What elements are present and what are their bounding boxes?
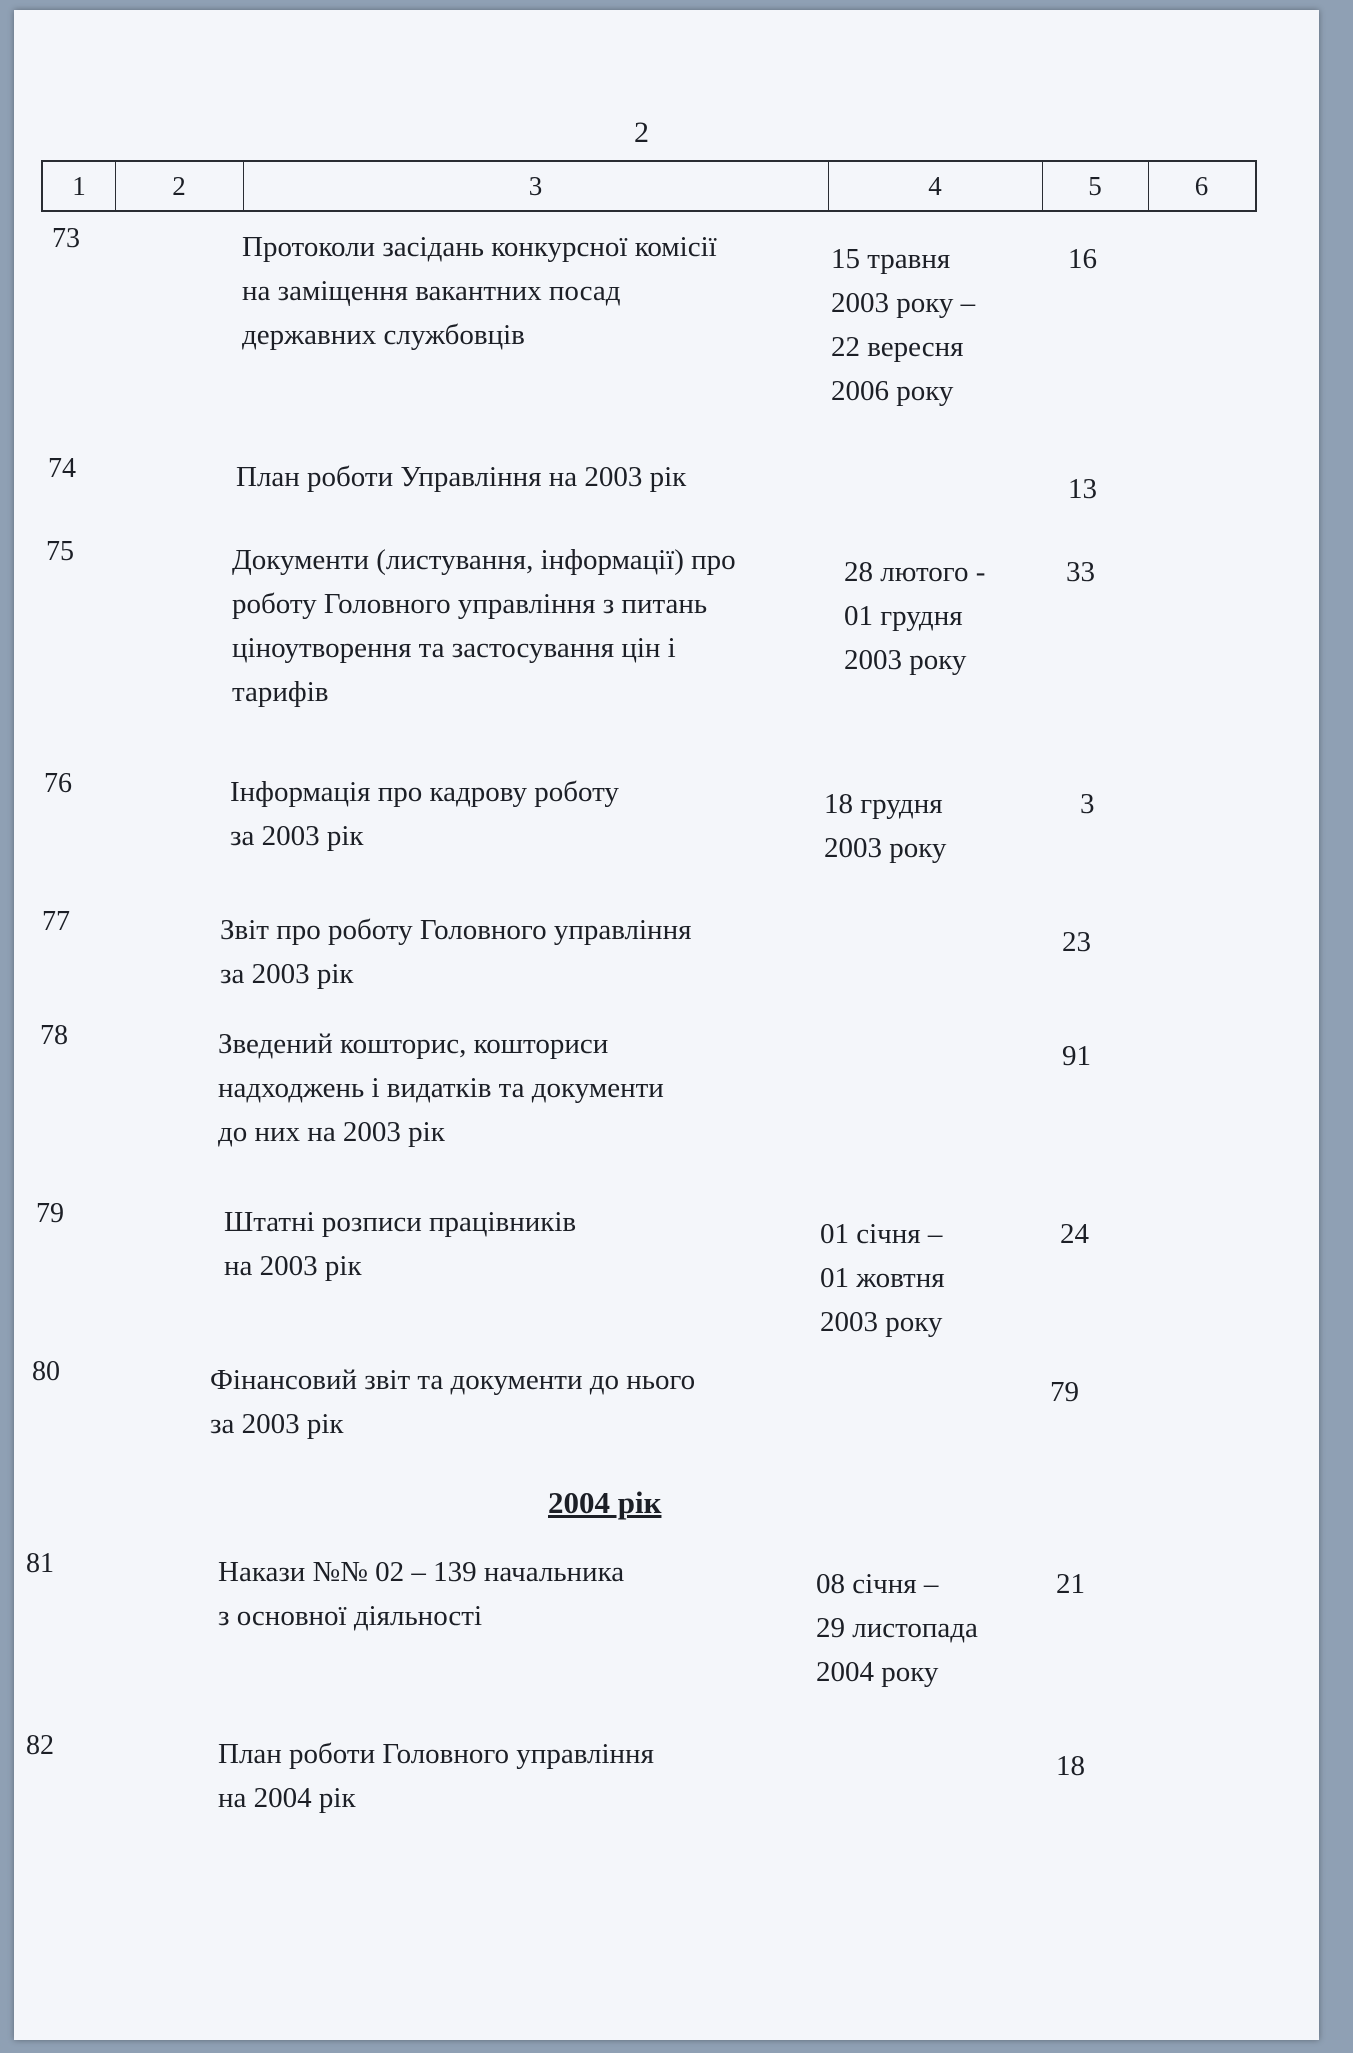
entry-date-line: 18 грудня [824, 788, 943, 820]
entry-date-line: 01 жовтня [820, 1262, 945, 1294]
entry-title-line: ціноутворення та застосування цін і [232, 632, 676, 664]
entry-sheet-count: 79 [1050, 1376, 1079, 1408]
entry-date-line: 2006 року [831, 375, 954, 407]
entry-date-line: 2003 року – [831, 287, 976, 319]
entry-number: 79 [36, 1198, 64, 1229]
entry-number: 81 [26, 1548, 54, 1579]
entry-title-line: План роботи Управління на 2003 рік [236, 461, 687, 493]
entry-number: 77 [42, 906, 70, 937]
column-header-5: 5 [1042, 162, 1149, 210]
entry-title-line: надходжень і видатків та документи [218, 1072, 664, 1104]
entry-dates [816, 1562, 1006, 1694]
column-header-4: 4 [828, 162, 1043, 210]
entry-title [236, 455, 836, 499]
entry-date-line: 01 січня – [820, 1218, 943, 1250]
entry-dates [824, 782, 1014, 870]
entry-title [230, 770, 830, 858]
entry-sheet-count: 18 [1056, 1750, 1085, 1782]
entry-title [218, 1732, 818, 1820]
entry-sheet-count: 3 [1080, 788, 1095, 820]
entry-sheet-count: 24 [1060, 1218, 1089, 1250]
entry-title-line: на заміщення вакантних посад [242, 275, 621, 307]
entry-dates [844, 550, 1034, 682]
column-header-2: 2 [115, 162, 244, 210]
entry-number: 78 [40, 1020, 68, 1051]
entry-number: 74 [48, 453, 76, 484]
entry-sheet-count: 13 [1068, 473, 1097, 505]
entry-title-line: Документи (листування, інформації) про [232, 544, 736, 576]
entry-date-line: 2003 року [820, 1306, 943, 1338]
entry-title-line: на 2004 рік [218, 1782, 356, 1814]
column-header-row [41, 160, 1257, 212]
entry-title-line: Звіт про роботу Головного управління [220, 914, 692, 946]
entry-sheet-count: 21 [1056, 1568, 1085, 1600]
entry-title-line: Зведений кошторис, кошториси [218, 1028, 609, 1060]
entry-title-line: державних службовців [242, 319, 525, 351]
entry-title-line: тарифів [232, 676, 329, 708]
year-heading: 2004 рік [548, 1485, 662, 1520]
entry-number: 82 [26, 1730, 54, 1761]
entry-title [218, 1022, 818, 1154]
entry-title-line: Фінансовий звіт та документи до нього [210, 1364, 696, 1396]
entry-number: 73 [52, 223, 80, 254]
entry-date-line: 01 грудня [844, 600, 963, 632]
entry-dates [820, 1212, 1010, 1344]
entry-date-line: 22 вересня [831, 331, 964, 363]
entry-title-line: за 2003 рік [230, 820, 364, 852]
entry-title-line: Накази №№ 02 – 139 начальника [218, 1556, 625, 1588]
entry-number: 80 [32, 1356, 60, 1387]
entry-date-line: 2003 року [824, 832, 947, 864]
entry-number: 75 [46, 536, 74, 567]
entry-date-line: 15 травня [831, 243, 951, 275]
entry-sheet-count: 91 [1062, 1040, 1091, 1072]
column-header-6: 6 [1194, 170, 1209, 201]
entry-title [220, 908, 820, 996]
entry-date-line: 2003 року [844, 644, 967, 676]
entry-title [224, 1200, 824, 1288]
entry-title-line: Штатні розписи працівників [224, 1206, 577, 1238]
entry-title [218, 1550, 818, 1638]
entry-sheet-count: 33 [1066, 556, 1095, 588]
page-number: 2 [634, 116, 649, 149]
entry-date-line: 2004 року [816, 1656, 939, 1688]
document-page [14, 10, 1319, 2040]
column-header-1: 1 [43, 162, 116, 210]
entry-number: 76 [44, 768, 72, 799]
entry-title-line: Протоколи засідань конкурсної комісії [242, 231, 717, 263]
entry-sheet-count: 23 [1062, 926, 1091, 958]
entry-title-line: роботу Головного управління з питань [232, 588, 708, 620]
entry-dates [831, 237, 1021, 413]
entry-title [232, 538, 832, 714]
entry-date-line: 29 листопада [816, 1612, 978, 1644]
entry-title-line: на 2003 рік [224, 1250, 362, 1282]
entry-title-line: за 2003 рік [210, 1408, 344, 1440]
entry-title-line: з основної діяльності [218, 1600, 483, 1632]
entry-sheet-count: 16 [1068, 243, 1097, 275]
entry-title-line: до них на 2003 рік [218, 1116, 445, 1148]
entry-title-line: за 2003 рік [220, 958, 354, 990]
entry-title-line: План роботи Головного управління [218, 1738, 654, 1770]
entry-title-line: Інформація про кадрову роботу [230, 776, 619, 808]
column-header-3: 3 [243, 162, 829, 210]
entry-title [242, 225, 842, 357]
entry-title [210, 1358, 810, 1446]
entry-date-line: 28 лютого - [844, 556, 986, 588]
entry-date-line: 08 січня – [816, 1568, 939, 1600]
